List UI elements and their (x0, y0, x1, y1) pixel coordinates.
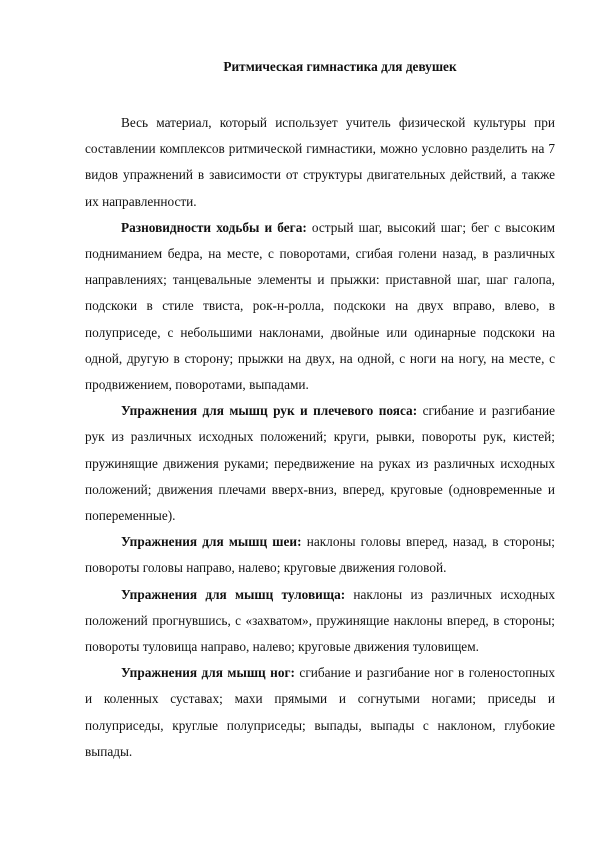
paragraph-text: сгибание и разгибание рук из различных исходных положений; круги, рывки, повороты рук, кистей; пружинящие движения руками; передвижение на руках из различных исходных положений; движения плечами вверх-вниз, вперед, круговые (одновременные и попеременные). (85, 403, 555, 524)
paragraph-lead: Разновидности ходьбы и бега: (121, 219, 307, 235)
paragraph-text: сгибание и разгибание ног в голеностопных и коленных суставах; махи прямыми и согнутыми ногами; приседы и полуприседы, круглые полуприседы; выпады, выпады с наклоном, глубокие выпады. (85, 665, 555, 759)
paragraph-legs (85, 660, 555, 765)
document-body (85, 110, 555, 765)
paragraph-lead: Упражнения для мышц ног: (121, 665, 295, 681)
paragraph-lead: Упражнения для мышц рук и плечевого пояса: (121, 403, 418, 419)
paragraph-text: острый шаг, высокий шаг; бег с высоким подниманием бедра, на месте, с поворотами, сгибая голени назад, в различных направлениях; танцевальные элементы и прыжки: приставной шаг, шаг галопа, подскоки в стиле твиста, рок-н-ролла, подскоки на двух вправо, влево, в полуприседе, с небольшими наклонами, двойные или одинарные подскоки на одной, другую в сторону; прыжки на двух, на одной, с ноги на ногу, на месте, с продвижением, поворотами, выпадами. (85, 219, 555, 393)
paragraph-lead: Упражнения для мышц шеи: (121, 534, 302, 550)
paragraph-arms-shoulders (85, 398, 555, 529)
paragraph-intro (85, 110, 555, 215)
document-title: Ритмическая гимнастика для девушек (223, 59, 457, 74)
paragraph-walking-running (85, 215, 555, 398)
paragraph-text: Весь материал, который использует учитель физической культуры при составлении комплексов ритмической гимнастики, можно условно разделить на 7 видов упражнений в зависимости от структуры двигательных действий, а также их направленности. (85, 115, 555, 209)
paragraph-text: наклоны из различных исходных положений прогнувшись, с «захватом», пружинящие наклоны вперед, в стороны; повороты туловища направо, налево; круговые движения туловищем. (85, 586, 555, 655)
paragraph-torso (85, 582, 555, 661)
paragraph-neck (85, 529, 555, 581)
paragraph-lead: Упражнения для мышц туловища: (121, 586, 346, 602)
paragraph-text: наклоны головы вперед, назад, в стороны; повороты головы направо, налево; круговые движения головой. (85, 534, 555, 576)
